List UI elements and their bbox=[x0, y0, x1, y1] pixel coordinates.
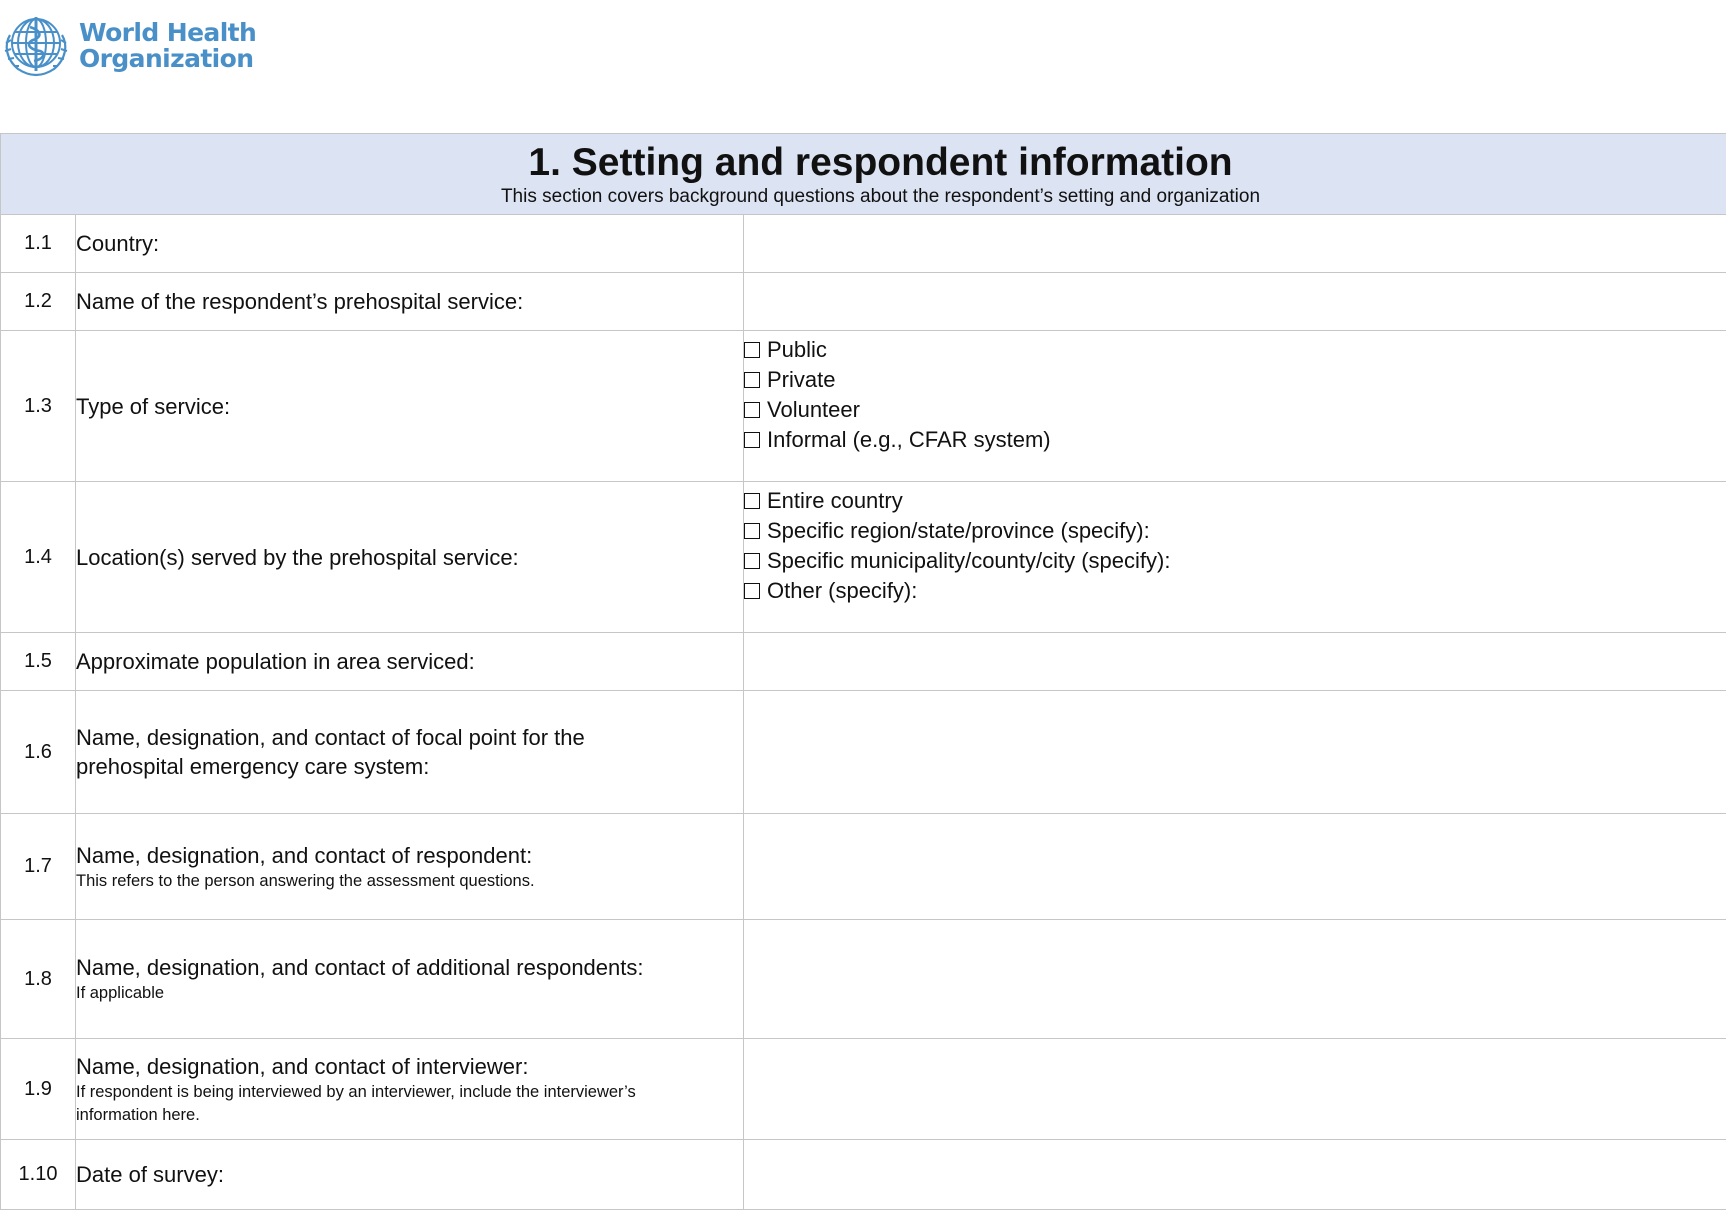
question-number: 1.3 bbox=[1, 331, 76, 482]
checkbox-icon[interactable] bbox=[744, 523, 760, 539]
question-number: 1.5 bbox=[1, 633, 76, 691]
table-row bbox=[1, 1140, 1726, 1210]
question-label bbox=[76, 691, 744, 814]
checkbox-icon[interactable] bbox=[744, 402, 760, 418]
option-informal[interactable] bbox=[744, 425, 1726, 455]
table-row bbox=[1, 920, 1726, 1039]
answer-field-interviewer[interactable] bbox=[744, 1039, 1726, 1140]
question-note-line-2: information here. bbox=[76, 1104, 743, 1127]
answer-field-additional-respondents[interactable] bbox=[744, 920, 1726, 1039]
answer-field-focal-point[interactable] bbox=[744, 691, 1726, 814]
option-label: Informal (e.g., CFAR system) bbox=[767, 425, 1051, 455]
location-options bbox=[744, 482, 1726, 633]
question-number: 1.10 bbox=[1, 1140, 76, 1210]
option-label: Private bbox=[767, 365, 835, 395]
option-label: Specific region/state/province (specify): bbox=[767, 516, 1150, 546]
option-other[interactable] bbox=[744, 576, 1726, 606]
question-label-text: Name, designation, and contact of additional respondents: bbox=[76, 953, 743, 982]
checkbox-icon[interactable] bbox=[744, 493, 760, 509]
question-note-line-1: If respondent is being interviewed by an interviewer, include the interviewer’s bbox=[76, 1081, 743, 1104]
option-specific-region[interactable] bbox=[744, 516, 1726, 546]
checkbox-icon[interactable] bbox=[744, 342, 760, 358]
answer-field-respondent[interactable] bbox=[744, 814, 1726, 920]
question-note: This refers to the person answering the assessment questions. bbox=[76, 870, 743, 893]
table-row bbox=[1, 215, 1726, 273]
question-number: 1.8 bbox=[1, 920, 76, 1039]
table-row bbox=[1, 633, 1726, 691]
who-emblem-icon bbox=[0, 13, 72, 79]
question-number: 1.9 bbox=[1, 1039, 76, 1140]
question-number: 1.6 bbox=[1, 691, 76, 814]
option-specific-municipality[interactable] bbox=[744, 546, 1726, 576]
question-label: Country: bbox=[76, 215, 744, 273]
question-label bbox=[76, 1039, 744, 1140]
checkbox-icon[interactable] bbox=[744, 432, 760, 448]
option-entire-country[interactable] bbox=[744, 486, 1726, 516]
option-label: Volunteer bbox=[767, 395, 860, 425]
table-row bbox=[1, 814, 1726, 920]
question-note: If applicable bbox=[76, 982, 743, 1005]
checkbox-icon[interactable] bbox=[744, 372, 760, 388]
question-label-line-1: Name, designation, and contact of focal point for the bbox=[76, 723, 743, 752]
checkbox-icon[interactable] bbox=[744, 553, 760, 569]
question-number: 1.7 bbox=[1, 814, 76, 920]
question-label: Date of survey: bbox=[76, 1140, 744, 1210]
question-label: Name of the respondent’s prehospital service: bbox=[76, 273, 744, 331]
answer-field-population[interactable] bbox=[744, 633, 1726, 691]
checkbox-icon[interactable] bbox=[744, 583, 760, 599]
option-label: Public bbox=[767, 335, 827, 365]
table-row bbox=[1, 331, 1726, 482]
option-label: Other (specify): bbox=[767, 576, 917, 606]
question-number: 1.4 bbox=[1, 482, 76, 633]
who-logo bbox=[0, 12, 256, 80]
section-subtitle: This section covers background questions about the respondent’s setting and organization bbox=[1, 185, 1726, 209]
question-label-text: Name, designation, and contact of interviewer: bbox=[76, 1052, 743, 1081]
table-row bbox=[1, 691, 1726, 814]
answer-field-service-name[interactable] bbox=[744, 273, 1726, 331]
section-title: 1. Setting and respondent information bbox=[1, 141, 1726, 185]
question-label: Location(s) served by the prehospital service: bbox=[76, 482, 744, 633]
question-number: 1.2 bbox=[1, 273, 76, 331]
option-public[interactable] bbox=[744, 335, 1726, 365]
question-label-text: Name, designation, and contact of respondent: bbox=[76, 841, 743, 870]
answer-field-survey-date[interactable] bbox=[744, 1140, 1726, 1210]
setting-respondent-form bbox=[0, 133, 1726, 1210]
who-wordmark bbox=[79, 20, 256, 72]
option-private[interactable] bbox=[744, 365, 1726, 395]
question-label bbox=[76, 920, 744, 1039]
table-row bbox=[1, 1039, 1726, 1140]
answer-field-country[interactable] bbox=[744, 215, 1726, 273]
section-header bbox=[1, 134, 1726, 215]
logo-line-2: Organization bbox=[79, 46, 256, 72]
option-label: Entire country bbox=[767, 486, 903, 516]
option-label: Specific municipality/county/city (specify): bbox=[767, 546, 1170, 576]
service-type-options bbox=[744, 331, 1726, 482]
question-label-line-2: prehospital emergency care system: bbox=[76, 752, 743, 781]
question-label: Approximate population in area serviced: bbox=[76, 633, 744, 691]
table-row bbox=[1, 482, 1726, 633]
option-volunteer[interactable] bbox=[744, 395, 1726, 425]
question-label: Type of service: bbox=[76, 331, 744, 482]
question-label bbox=[76, 814, 744, 920]
question-number: 1.1 bbox=[1, 215, 76, 273]
logo-line-1: World Health bbox=[79, 20, 256, 46]
table-row bbox=[1, 273, 1726, 331]
section-header-row bbox=[1, 134, 1726, 215]
